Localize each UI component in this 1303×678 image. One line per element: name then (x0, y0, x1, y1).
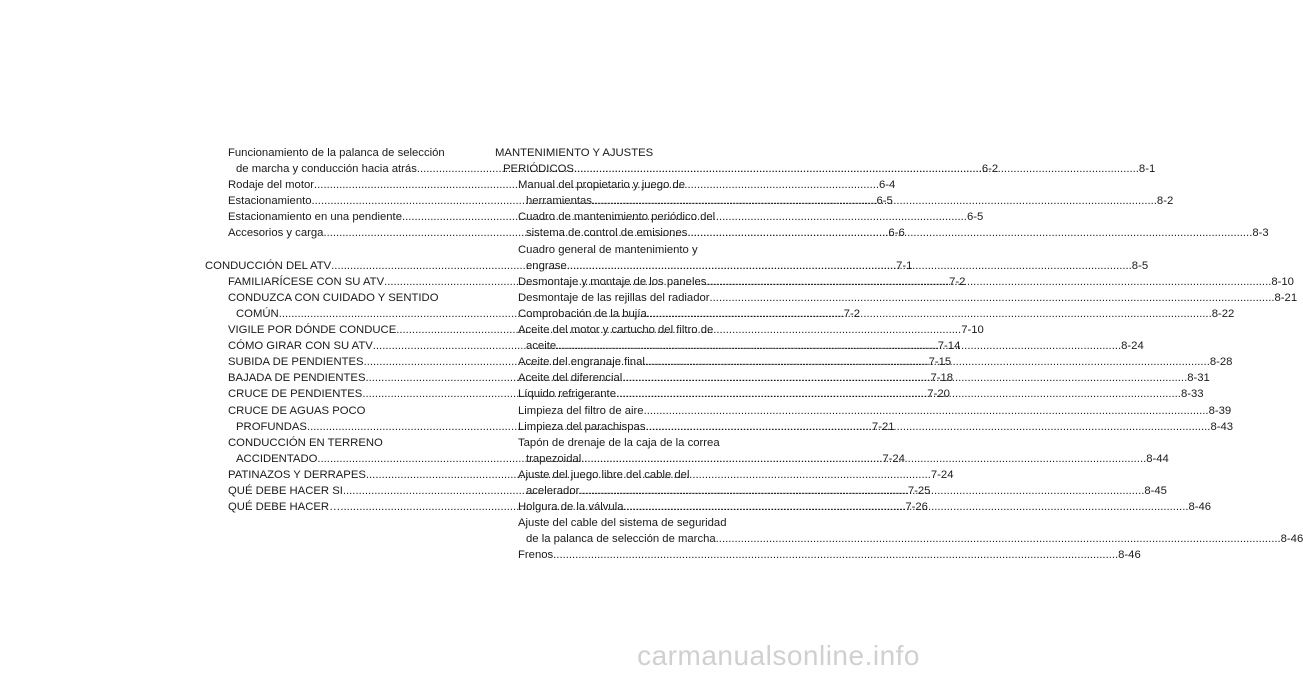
toc-entry-title: Líquido refrigerante (518, 388, 616, 401)
toc-leader-dots (581, 451, 1146, 467)
toc-entry-title: CÓMO GIRAR CON SU ATV (228, 340, 373, 353)
toc-entry-title: Rodaje del motor (228, 179, 315, 192)
toc-entry-title: CONDUCCIÓN EN TERRENO (228, 436, 383, 449)
toc-page-number: 8-22 (1211, 307, 1235, 320)
toc-entry-title: Limpieza del parachispas (518, 420, 646, 433)
toc-entry-title: de la palanca de selección de marcha (526, 533, 716, 546)
toc-page-number: 7-18 (930, 372, 954, 385)
toc-entry-title: Desmontaje y montaje de los paneles (518, 275, 707, 288)
toc-page-number: 8-10 (1271, 275, 1294, 288)
toc-leader-dots (706, 274, 1271, 290)
toc-leader-dots (567, 258, 1132, 274)
toc-entry-title: herramientas (526, 195, 592, 208)
toc-page-number: 7-2 (843, 307, 860, 320)
toc-entry-title: acelerador (526, 484, 580, 497)
toc-leader-dots (687, 225, 1252, 241)
toc-page-number: 8-24 (1121, 340, 1144, 353)
toc-entry[interactable] (495, 290, 1298, 306)
toc-page-number: 6-5 (876, 195, 893, 208)
toc-page-number: 8-1 (1138, 163, 1156, 176)
toc-page-number: 8-45 (1144, 484, 1167, 497)
toc-page-number: 6-5 (966, 211, 984, 224)
toc-entry-title: CONDUCCIÓN DEL ATV (205, 259, 332, 272)
toc-page-number: 7-2 (949, 275, 966, 288)
toc-leader-dots (579, 483, 1144, 499)
toc-entry-title: de marcha y conducción hacia atrás (236, 163, 417, 176)
toc-entry-title: FAMILIARÍCESE CON SU ATV (228, 275, 385, 288)
toc-leader-dots (553, 547, 1118, 563)
toc-entry[interactable] (495, 403, 1232, 419)
toc-entry-title: Accesorios y carga (228, 227, 324, 240)
toc-entry-title: Cuadro general de mantenimiento y (518, 243, 698, 256)
toc-page-number: 7-26 (905, 501, 928, 514)
toc-entry-title: ACCIDENTADO (236, 452, 318, 465)
toc-entry-title: VIGILE POR DÓNDE CONDUCE (228, 324, 397, 337)
toc-entry-title: Estacionamiento en una pendiente (228, 211, 402, 224)
toc-entry-title: engrase (526, 259, 567, 272)
toc-page-number: 6-2 (981, 163, 999, 176)
toc-entry-title: QUÉ DEBE HACER SI (228, 484, 343, 497)
toc-entry-title: COMÚN (236, 307, 279, 320)
toc-entry-title: Aceite del engranaje final (518, 356, 645, 369)
toc-page-number: 8-44 (1146, 452, 1169, 465)
toc-entry-title: aceite (526, 340, 557, 353)
toc-entry-title: PERIÓDICOS (503, 163, 574, 176)
toc-entry-title: CRUCE DE AGUAS POCO (228, 404, 366, 417)
toc-entry-title: Funcionamiento de la palanca de selección (228, 147, 445, 159)
toc-entry-title: MANTENIMIENTO Y AJUSTES (495, 147, 654, 159)
toc-entry-title: Estacionamiento (228, 195, 312, 208)
toc-entry-title: Comprobación de la bujía (518, 307, 647, 320)
toc-page-number: 8-46 (1280, 533, 1303, 546)
toc-page-number: 8-43 (1210, 420, 1234, 433)
toc-page-number: 8-28 (1209, 356, 1233, 369)
toc-entry-title: Aceite del motor y cartucho del filtro de (518, 324, 714, 337)
toc-entry-title: Holgura de la válvula (518, 501, 624, 514)
toc-leader-dots (645, 354, 1210, 370)
toc-entry-title: Ajuste del cable del sistema de seguridad (518, 517, 727, 530)
toc-page-number: 7-20 (927, 388, 950, 401)
toc-entry-title: Cuadro de mantenimiento periódico del (518, 211, 716, 224)
toc-entry-title: PROFUNDAS (236, 420, 307, 433)
toc-page-number: 8-46 (1188, 501, 1212, 514)
toc-entry-title: sistema de control de emisiones (526, 227, 688, 240)
toc-entry-title: SUBIDA DE PENDIENTES (228, 356, 364, 369)
toc-leader-dots (616, 386, 1181, 402)
toc-entry-title: Tapón de drenaje de la caja de la correa (518, 436, 720, 449)
toc-entry-title: CRUCE DE PENDIENTES (228, 388, 363, 401)
toc-page-number: 7-24 (930, 468, 954, 481)
toc-entry[interactable] (495, 515, 1303, 547)
toc-entry-title: QUÉ DEBE HACER… (228, 501, 341, 514)
watermark: carmanualsonline.info (637, 640, 920, 671)
toc-page-number: 7-15 (928, 356, 952, 369)
toc-leader-dots (556, 338, 1121, 354)
toc-page-number: 8-2 (1156, 195, 1174, 208)
toc-page-number: 8-31 (1187, 372, 1210, 385)
toc-entry-title: CONDUZCA CON CUIDADO Y SENTIDO (228, 291, 439, 304)
toc-leader-dots (716, 531, 1281, 547)
toc-page-number: 7-25 (907, 484, 931, 497)
toc-page-number: 7-21 (871, 420, 895, 433)
toc-page-number: 7-14 (937, 340, 961, 353)
toc-leader-dots (710, 290, 1275, 306)
toc-page-number: 8-46 (1118, 549, 1141, 562)
toc-entry-title: Aceite del diferencial (518, 372, 623, 385)
toc-leader-dots (644, 403, 1209, 419)
toc-entry[interactable] (495, 547, 1141, 563)
toc-entry-title: Desmontaje de las rejillas del radiador (518, 291, 710, 304)
toc-page-number: 8-21 (1274, 291, 1298, 304)
toc-leader-dots (574, 161, 1139, 177)
toc-page-number: 7-1 (896, 259, 913, 272)
toc-page-number: 7-10 (961, 324, 984, 337)
toc-gap (205, 242, 463, 258)
toc-page-number: 6-6 (888, 227, 905, 240)
toc-page-number: 8-3 (1252, 227, 1269, 240)
toc-page-number: 8-39 (1208, 404, 1232, 417)
toc-entry-title: Manual del propietario y juego de (518, 179, 686, 192)
toc-entry-title: PATINAZOS Y DERRAPES (228, 468, 366, 481)
toc-entry-title: Ajuste del juego libre del cable del (518, 468, 690, 481)
toc-entry-title: Limpieza del filtro de aire (518, 404, 644, 417)
toc-leader-dots (645, 419, 1210, 435)
toc-page-number: 8-33 (1180, 388, 1204, 401)
toc-entry-title: Frenos (518, 549, 554, 562)
toc-leader-dots (647, 306, 1212, 322)
toc-page-number: 6-4 (879, 179, 896, 192)
toc-entry-title: BAJADA DE PENDIENTES (228, 372, 366, 385)
toc-leader-dots (592, 193, 1157, 209)
toc-page-number: 8-5 (1131, 259, 1149, 272)
toc-page-number: 7-24 (882, 452, 905, 465)
toc-leader-dots (624, 499, 1189, 515)
toc-entry-title: trapezoidal (526, 452, 582, 465)
toc-leader-dots (622, 370, 1187, 386)
